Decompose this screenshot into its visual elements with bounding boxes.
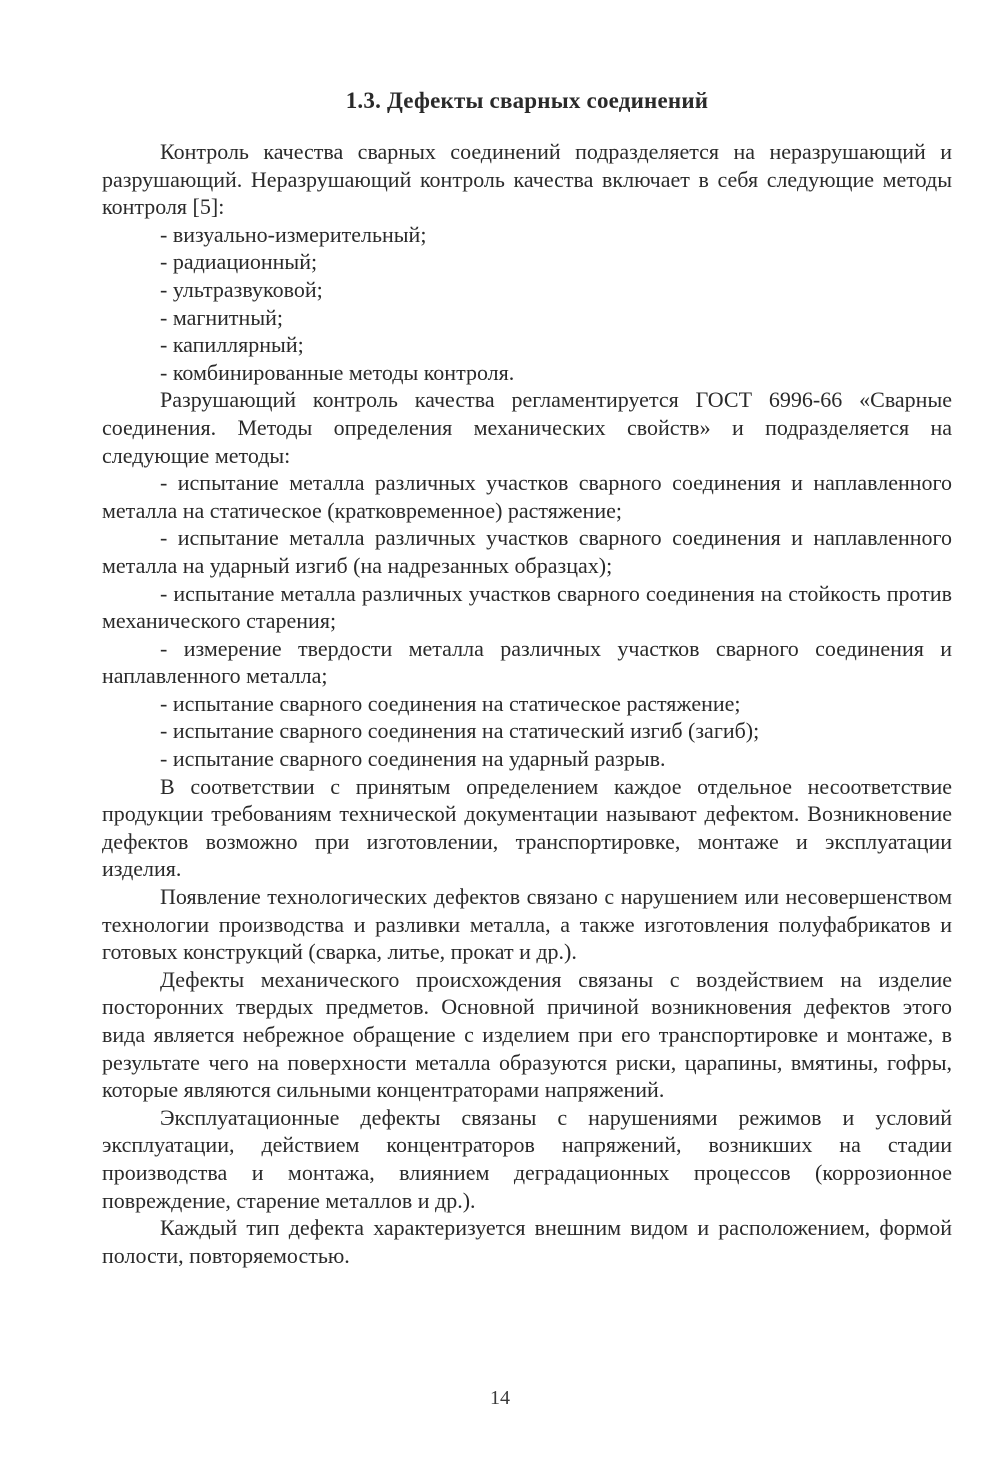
body-paragraph: Появление технологических дефектов связано с нарушением или несовершенством технологии производства и разливки металла, а также изготовления полуфабрикатов и готовых конструкций (сварка, литье, прокат и др.). <box>102 884 952 965</box>
body-paragraph: Дефекты механического происхождения связаны с воздействием на изделие посторонних твердых предметов. Основной причиной возникновения дефектов этого вида является небрежное обращение с изделием при его транспортировке и монтаже, в результате чего на поверхности металла образуются риски, царапины, вмятины, гофры, которые являются сильными концентраторами напряжений. <box>102 966 952 1103</box>
destructive-method-item: - испытание сварного соединения на ударный разрыв. <box>160 746 666 772</box>
nondestructive-method-item: - капиллярный; <box>160 332 304 358</box>
body-paragraph: В соответствии с принятым определением каждое отдельное несоответствие продукции требованиям технической документации называют дефектом. Возникновение дефектов возможно при изготовлении, транспортировке, монтаже и эксплуатации изделия. <box>102 773 952 882</box>
body-paragraph: Эксплуатационные дефекты связаны с нарушениями режимов и условий эксплуатации, действием концентраторов напряжений, возникших на стадии производства и монтажа, влиянием деградационных процессов (коррозионное повреждение, старение металлов и др.). <box>102 1104 952 1213</box>
nondestructive-method-item: - комбинированные методы контроля. <box>160 359 515 385</box>
nondestructive-method-item: - магнитный; <box>160 304 283 330</box>
destructive-method-item: - измерение твердости металла различных участков сварного соединения и наплавленного металла; <box>102 635 952 689</box>
destructive-intro-paragraph: Разрушающий контроль качества регламентируется ГОСТ 6996-66 «Сварные соединения. Методы определения механических свойств» и подразделяется на следующие методы: <box>102 387 952 468</box>
nondestructive-method-item: - ультразвуковой; <box>160 276 323 302</box>
section-heading: 1.3. Дефекты сварных соединений <box>345 88 709 113</box>
page-number: 14 <box>490 1387 510 1409</box>
destructive-method-item: - испытание металла различных участков сварного соединения на стойкость против механического старения; <box>102 580 952 634</box>
body-paragraph: Каждый тип дефекта характеризуется внешним видом и расположением, формой полости, повторяемостью. <box>102 1215 952 1268</box>
page-body <box>102 84 952 1269</box>
destructive-method-item: - испытание сварного соединения на статическое растяжение; <box>160 690 741 716</box>
destructive-method-item: - испытание металла различных участков сварного соединения и наплавленного металла на статическое (кратковременное) растяжение; <box>102 470 952 523</box>
nondestructive-method-item: - визуально-измерительный; <box>160 221 427 247</box>
destructive-method-item: - испытание металла различных участков сварного соединения и наплавленного металла на ударный изгиб (на надрезанных образцах); <box>102 525 952 578</box>
destructive-method-item: - испытание сварного соединения на статический изгиб (загиб); <box>160 718 760 744</box>
intro-paragraph: Контроль качества сварных соединений подразделяется на неразрушающий и разрушающий. Неразрушающий контроль качества включает в себя следующие методы контроля [5]: <box>102 139 952 220</box>
nondestructive-method-item: - радиационный; <box>160 249 318 275</box>
